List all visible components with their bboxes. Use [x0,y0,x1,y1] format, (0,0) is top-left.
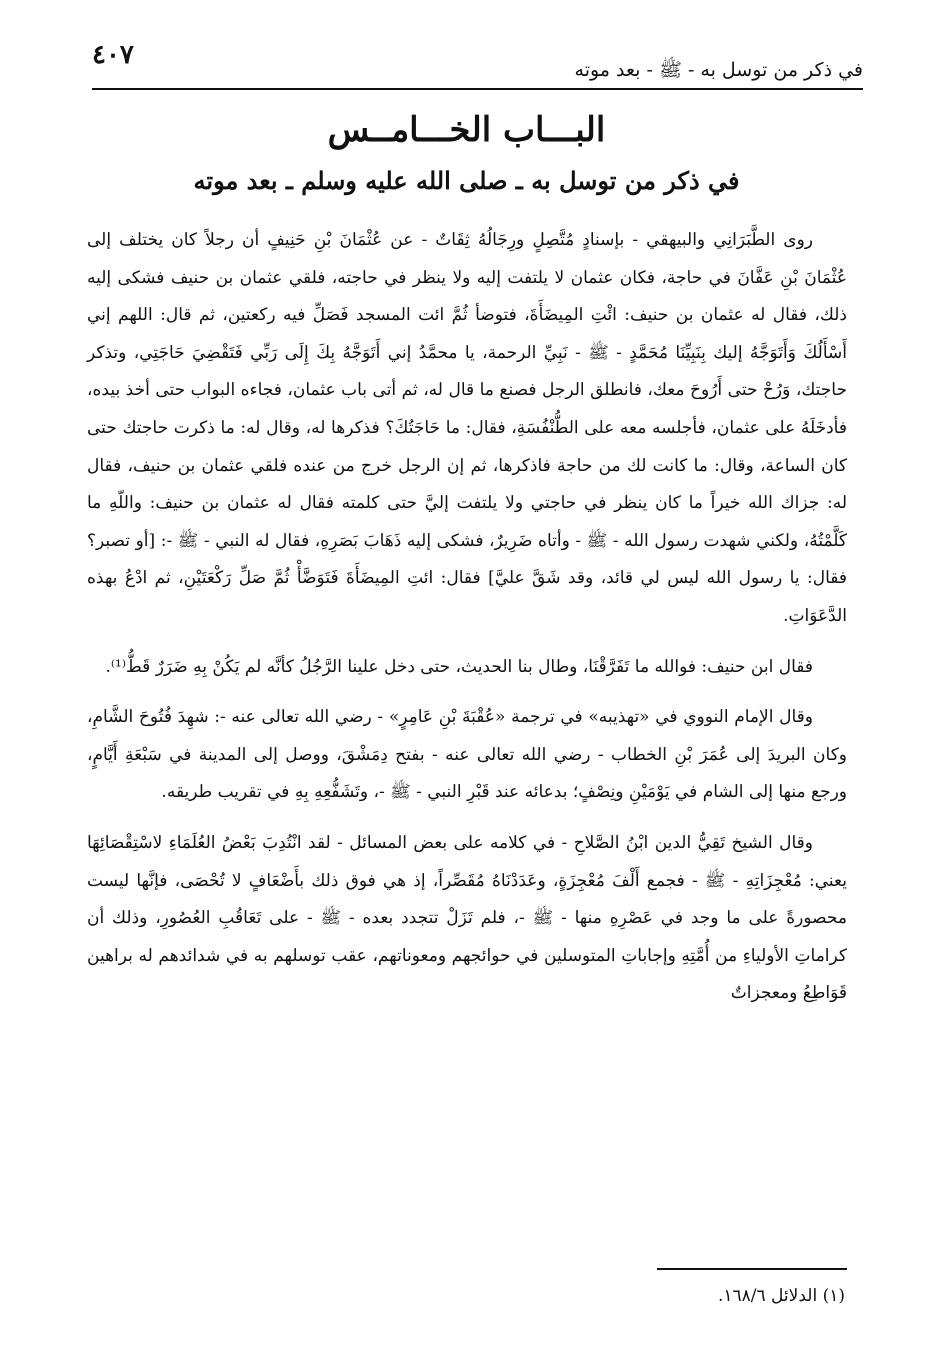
footnote-divider [657,1268,847,1270]
paragraph-ibn-hunaif: فقال ابن حنيف: فوالله ما تَفَرَّقْنَا، وطال بنا الحديث، حتى دخل علينا الرَّجُلُ كأنَّه لم يَكُنْ بِهِ ضَرَرٌ قَطُّ⁽¹⁾. [105,656,813,677]
page-number: ٤٠٧ [92,40,134,70]
running-header [92,40,863,90]
running-title: في ذكر من توسل به - ﷺ - بعد موته [574,59,863,81]
paragraph-nawawi: وقال الإمام النووي في «تهذيبه» في ترجمة «عُقْبَةَ بْنِ عَامِرٍ» - رضي الله تعالى عنه -: شهِدَ فُتُوحَ الشَّامِ، وكان البريدَ إلى عُمَرَ بْنِ الخطاب - رضي الله تعالى عنه - بفتح دِمَشْقَ، ووصل إلى المدينة في سَبْعَةِ أَيَّامٍ، ورجع منها إلى الشام في يَوْمَيْنِ ونِصْفٍ؛ بدعائه عند قَبْرِ النبي - ﷺ -، وتَشَفُّعِهِ بِهِ في تقريب طريقه. [87,707,847,803]
paragraph-ibn-salah: وقال الشيخ تَقِيُّ الدين ابْنُ الصَّلاحِ - في كلامه على بعض المسائل - لقد انْتُدِبَ بَعْضُ العُلَمَاءِ لاسْتِقْصَائِهَا يعني: مُعْجِزَاتِهِ - ﷺ - فجمع أَلْفَ مُعْجِزَةٍ، وعَدَدْنَاهُ مُقَصِّراً، إذ هي فوق ذلك بأَضْعَافٍ لا تُحْصَى، فإنَّها ليست محصورةً على ما وجد في عَصْرِهِ منها - ﷺ -، فلم تَزَلْ تتجدد بعده - ﷺ - على تَعَاقُبِ العُصُورِ، وذلك أن كراماتِ الأولياءِ من أُمَّتِهِ وإجاباتِ المتوسلين في حوائجهم ومعوناتهم، عقب توسلهم به في شدائدهم له براهين قَوَاطِعُ ومعجزاتٌ [87,832,847,1004]
chapter-subtitle: في ذكر من توسل به ـ صلى الله عليه وسلم ـ بعد موته [193,166,740,195]
paragraph-tabarani-narration: روى الطَّبَرَانِي والبيهقي - بإسنادٍ مُتَّصِلٍ ورِجَالُهُ ثِقَاتٌ - عن عُثْمَانَ بْنِ حَنِيفٍ أن رجلاً كان يختلف إلى عُثْمَانَ بْنِ عَفَّانَ في حاجة، فكان عثمان لا يلتفت إليه ولا ينظر في حاجته، فلقي عثمان بن حنيف فشكى إليه ذلك، فقال له عثمان بن حنيف: ائْتِ المِيضَأَةَ، فتوضأ ثُمَّ ائت المسجد فَصَلِّ فيه ركعتين، ثم قال: اللهم إني أَسْأَلُكَ وَأَتَوَجَّهُ إليك بِنَبِيِّنَا مُحَمَّدٍ - ﷺ - نَبِيِّ الرحمة، يا محمَّدُ إني أَتَوَجَّهُ بِكَ إِلَى رَبِّي فَتَقْضِيَ حَاجَتِي، وتذكر حاجتك، وَرُحْ حتى أَرُوحَ معك، فانطلق الرجل فصنع ما قال له، ثم أتى باب عثمان، فجاءه البواب حتى أخذ بيده، فأدخَلَهُ على عثمان، فأجلسه معه على الطُّنْفُسَةِ، فقال: ما حَاجَتُكَ؟ فذكرها له، وقال له: ما ذكرت حاجتك حتى كان الساعة، وقال: ما كانت لك من حاجة فاذكرها، ثم إن الرجل خرج من عنده فلقي عثمان بن حنيف، فقال له: جزاك الله خيراً ما كان ينظر في حاجتي ولا يلتفت إليَّ حتى كلمته فقال له عثمان بن حنيف: واللّهِ ما كَلَّمْتُهُ، ولكني شهدت رسول الله - ﷺ - وأتاه ضَرِيرٌ، فشكى إليه ذَهَابَ بَصَرِهِ، فقال له النبي - ﷺ -: [أو تصبر؟ فقال: يا رسول الله ليس لي قائد، وقد شَقَّ عليَّ] فقال: ائتِ المِيضَأَةَ فَتَوَضَّأْ ثُمَّ صَلِّ رَكْعَتَيْنِ، ثم ادْعُ بهذه الدَّعَوَاتِ. [87,230,847,626]
footnote: (١) الدلائل ١٦٨/٦. [717,1286,845,1306]
body-text [87,222,847,1013]
chapter-title: البـــاب الخـــامــس [327,110,606,150]
